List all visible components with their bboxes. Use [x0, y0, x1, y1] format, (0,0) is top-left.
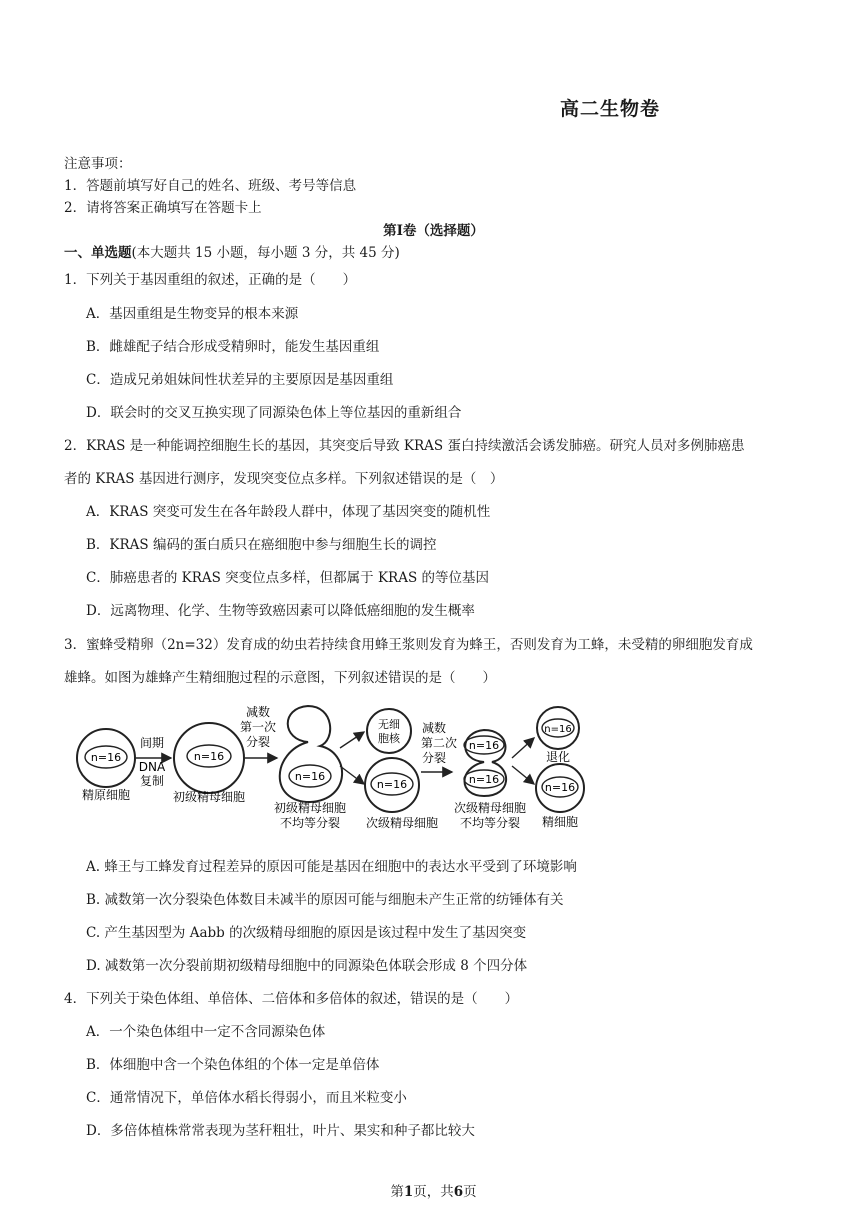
footer-prefix: 第	[390, 1184, 404, 1200]
part-label: 一、单选题	[64, 245, 132, 261]
label-primary-uneven-2: 不均等分裂	[279, 816, 341, 830]
question-1-option-b: B．雌雄配子结合形成受精卵时，能发生基因重组	[86, 339, 380, 355]
label-primary-uneven-1: 初级精母细胞	[273, 801, 347, 815]
question-2-option-b: B．KRAS 编码的蛋白质只在癌细胞中参与细胞生长的调控	[86, 537, 437, 553]
n-label: n=16	[294, 770, 326, 783]
label-no-nucleus-1: 无细	[378, 718, 400, 731]
notice-item: 2．请将答案正确填写在答题卡上	[64, 200, 262, 216]
label-dna: DNA	[138, 760, 166, 774]
n-label: n=16	[90, 751, 122, 764]
n-label: n=16	[193, 750, 225, 763]
notice-heading: 注意事项：	[64, 156, 132, 172]
question-1-option-a: A．基因重组是生物变异的根本来源	[86, 306, 299, 322]
question-2-option-a: A．KRAS 突变可发生在各年龄段人群中，体现了基因突变的随机性	[86, 504, 491, 520]
question-1-option-c: C．造成兄弟姐妹间性状差异的主要原因是基因重组	[86, 372, 394, 388]
question-2-option-c: C．肺癌患者的 KRAS 突变位点多样，但都属于 KRAS 的等位基因	[86, 570, 489, 586]
footer-total: 6	[453, 1184, 464, 1200]
label-meiosis-1c: 分裂	[245, 735, 271, 749]
label-meiosis-1b: 第一次	[239, 720, 277, 734]
question-2-option-d: D．远离物理、化学、生物等致癌因素可以降低癌细胞的发生概率	[86, 603, 475, 619]
question-3-option-d: D. 减数第一次分裂前期初级精母细胞中的同源染色体联会形成 8 个四分体	[86, 958, 528, 974]
question-4-option-b: B．体细胞中含一个染色体组的个体一定是单倍体	[86, 1057, 380, 1073]
label-meiosis-1a: 减数	[245, 705, 271, 719]
n-label: n=16	[376, 778, 408, 791]
label-meiosis-2b: 第二次	[420, 736, 458, 750]
label-meiosis-2a: 减数	[421, 721, 447, 735]
spermatogenesis-diagram	[72, 700, 592, 835]
label-secondary-uneven-1: 次级精母细胞	[453, 801, 527, 815]
part-heading	[64, 241, 400, 261]
section-title: 第Ⅰ卷（选择题）	[383, 223, 484, 239]
arrow-5a	[512, 738, 534, 758]
footer-mid: 页，共	[413, 1184, 454, 1200]
question-3-option-c: C. 产生基因型为 Aabb 的次级精母细胞的原因是该过程中发生了基因突变	[86, 925, 527, 941]
label-primary: 初级精母细胞	[172, 790, 246, 804]
page-footer	[0, 1180, 867, 1200]
label-degenerate: 退化	[545, 750, 571, 764]
question-3-option-a: A. 蜂王与工蜂发育过程差异的原因可能是基因在细胞中的表达水平受到了环境影响	[86, 859, 577, 875]
label-interphase: 间期	[139, 736, 165, 750]
n-label: n=16	[468, 773, 500, 786]
footer-suffix: 页	[463, 1184, 477, 1200]
arrow-3a	[340, 732, 364, 748]
notice-item: 1．答题前填写好自己的姓名、班级、考号等信息	[64, 178, 357, 194]
label-no-nucleus-2: 胞核	[378, 732, 400, 745]
label-replication: 复制	[139, 774, 165, 788]
question-2-stem-line1: 2．KRAS 是一种能调控细胞生长的基因，其突变后导致 KRAS 蛋白持续激活会诱发肺癌。研究人员对多例肺癌患	[64, 438, 745, 454]
n-label: n=16	[544, 724, 572, 735]
question-4-option-d: D．多倍体植株常常表现为茎秆粗壮，叶片、果实和种子都比较大	[86, 1123, 475, 1139]
question-1-option-d: D．联会时的交叉互换实现了同源染色体上等位基因的重新组合	[86, 405, 462, 421]
question-3-stem-line1: 3．蜜蜂受精卵（2n=32）发育成的幼虫若持续食用蜂王浆则发育为蜂王，否则发育为工蜂，未受精的卵细胞发育成	[64, 637, 753, 653]
question-4-stem: 4．下列关于染色体组、单倍体、二倍体和多倍体的叙述，错误的是（ ）	[64, 991, 519, 1007]
label-spermatogonium: 精原细胞	[81, 788, 131, 802]
anucleate-cell	[367, 709, 411, 753]
question-2-stem-line2: 者的 KRAS 基因进行测序，发现突变位点多样。下列叙述错误的是（ ）	[64, 471, 504, 487]
arrow-5b	[512, 766, 534, 784]
part-desc: (本大题共 15 小题，每小题 3 分，共 45 分)	[131, 245, 400, 261]
label-secondary-uneven-2: 不均等分裂	[459, 816, 521, 830]
n-label: n=16	[544, 781, 576, 794]
question-1-stem: 1．下列关于基因重组的叙述，正确的是（ ）	[64, 272, 357, 288]
footer-page: 1	[403, 1184, 414, 1200]
label-sperm: 精细胞	[541, 815, 579, 829]
label-meiosis-2c: 分裂	[421, 751, 447, 765]
arrow-3b	[340, 766, 364, 784]
question-3-option-b: B. 减数第一次分裂染色体数目未减半的原因可能与细胞未产生正常的纺锤体有关	[86, 892, 564, 908]
label-secondary: 次级精母细胞	[365, 816, 439, 830]
question-4-option-c: C．通常情况下，单倍体水稻长得弱小，而且米粒变小	[86, 1090, 407, 1106]
n-label: n=16	[468, 739, 500, 752]
page-title: 高二生物卷	[560, 98, 661, 120]
question-3-stem-line2: 雄蜂。如图为雄蜂产生精细胞过程的示意图，下列叙述错误的是（ ）	[64, 670, 496, 686]
question-4-option-a: A．一个染色体组中一定不含同源染色体	[86, 1024, 326, 1040]
